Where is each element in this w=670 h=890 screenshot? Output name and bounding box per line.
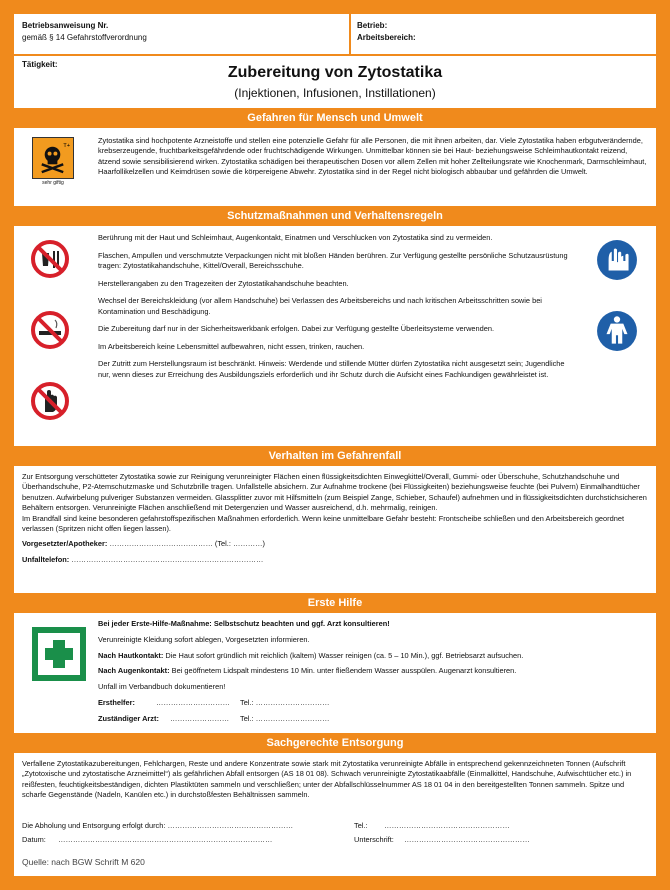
source-note: Quelle: nach BGW Schrift M 620: [22, 857, 145, 867]
disposal-by-field[interactable]: ……………………………………………: [167, 821, 294, 830]
protection-paragraph: Die Zubereitung darf nur in der Sicherheitswerkbank erfolgen. Dabei zur Verfügung gestellte Überleitsysteme verwenden.: [98, 324, 495, 334]
supervisor-field[interactable]: ……………………………………: [109, 539, 213, 549]
page-subtitle: (Injektionen, Infusionen, Instillationen): [234, 86, 436, 100]
date-line: [22, 835, 272, 844]
emergency-paragraph: Zur Entsorgung verschütteter Zytostatika sowie zur Reinigung verunreinigter Flächen einen flüssigkeitsdichten Einwegkittel/Overall, Gummi- oder Überschuhe, Schutzhandschuhe und Überhandschuhe, P2-Atemschutzmaske und Schutzbrille tragen. Unfallstelle absichern. Zur Aufnahme trockene (bei Flüssigkeiten) beziehungsweise feuchte (bei Pulvern) Einmalhandtücher benutzen. Aufwirbelung pulveriger Substanzen vermeiden. Glassplitter zuvor mit Hilfsmitteln (zum Beispiel Zange, Schieber, Schaufel) aufnehmen und in flüssigkeitsdichten durchstichsicheren Behältern entsorgen. Verunreinigte Flächen anschließend mit Detergenzien und Wasser ausreichend, d.h. mehrmalig, reinigen.: [22, 472, 647, 513]
supervisor-line: [22, 539, 650, 549]
accident-phone-label: Unfalltelefon:: [22, 554, 70, 564]
disposal-text: Verfallene Zytostatikazubereitungen, Fehlchargen, Reste und andere Konzentrate sowie stark mit Zytostatika verunreinigte Abfälle in entsprechend gekennzeichneten Tonnen (Aufschrift „Zytotoxische und zytostatische Arzneimittel“) als gefährlichen Abfall entsorgen (AS 18 01 08). Schwach verunreinigte Zytostatikaabfälle (Einmalkittel, Handschuhe, Aufwischtücher etc.) in reißfesten, feuchtigkeitsbeständigen, dichten Plastiktüten sammeln und verschließen; unter der Abfallschlüsselnummer AS 18 01 04 in den bereitgestellten Tonnen sammeln. Spitze und scharfe Gegenstände (Nadeln, Kanülen etc.) in durchstoßfesten Behältnissen sammeln.: [22, 759, 632, 800]
activity-panel: [14, 56, 656, 108]
no-food-drink-icon: [30, 239, 70, 279]
signature-line: [354, 835, 530, 844]
doctor-tel-field[interactable]: …………………………: [255, 713, 330, 723]
supervisor-label: Vorgesetzter/Apotheker:: [22, 539, 108, 549]
eye-contact-text: Bei geöffnetem Lidspalt mindestens 10 Min. unter fließendem Wasser ausspülen. Augenarzt konsultieren.: [171, 666, 517, 676]
disposal-by-line: [22, 821, 293, 830]
work-area-label: Arbeitsbereich:: [357, 33, 416, 42]
section-emergency: [14, 466, 656, 593]
disposal-tel-field[interactable]: ……………………………………………: [384, 821, 510, 830]
gloves-icon: [596, 239, 638, 281]
supervisor-tel-field[interactable]: …………): [232, 539, 265, 549]
skin-contact-label: Nach Hautkontakt:: [98, 650, 164, 660]
protection-paragraph: Wechsel der Bereichskleidung (vor allem Handschuhe) bei Verlassen des Arbeitsbereichs und nach kritischen Arbeitsschritten sowie bei Kontamination und Beschädigung.: [98, 296, 542, 316]
protection-paragraph: Flaschen, Ampullen und verschmutzte Verpackungen nicht mit bloßen Händen berühren. Zur Verfügung gestellte persönliche Schutzausrüstung tragen: Zytostatikahandschuhe, Kittel/Overall, Bereichsschuhe.: [98, 250, 568, 270]
hazard-label: sehr giftig: [42, 180, 64, 186]
doctor-label: Zuständiger Arzt:: [98, 713, 159, 723]
first-aider-label: Ersthelfer:: [98, 697, 135, 707]
disposal-tel-line: [354, 821, 510, 830]
firstaid-line: Unfall im Verbandbuch dokumentieren!: [98, 682, 226, 692]
skin-contact-line: [98, 651, 648, 661]
first-aider-tel-field[interactable]: …………………………: [255, 697, 330, 707]
date-field[interactable]: ……………………………………………………………………………: [58, 835, 273, 844]
firstaid-lead: Bei jeder Erste-Hilfe-Maßnahme: Selbstschutz beachten und ggf. Arzt konsultieren!: [98, 619, 390, 628]
protection-paragraph: Berührung mit der Haut und Schleimhaut, Augenkontakt, Einatmen und Verschlucken von Zytostatika sind zu vermeiden.: [98, 233, 493, 242]
instruction-number-label: Betriebsanweisung Nr.: [22, 21, 109, 30]
doctor-tel-label: Tel.:: [240, 713, 254, 723]
first-aider-line: [98, 698, 648, 708]
regulation-label: gemäß § 14 Gefahrstoffverordnung: [22, 33, 147, 42]
section-disposal: [14, 753, 656, 876]
first-aider-field[interactable]: …………………………: [156, 697, 230, 707]
doctor-field[interactable]: ……………………: [170, 713, 230, 723]
protective-clothing-icon: [596, 310, 638, 352]
header-right: [349, 14, 656, 54]
firstaid-text: [98, 619, 648, 730]
company-label: Betrieb:: [357, 21, 388, 30]
no-entry-icon: [30, 381, 70, 421]
first-aider-tel-label: Tel.:: [240, 697, 254, 707]
header-panel: [14, 14, 656, 54]
supervisor-tel-label: (Tel.:: [214, 539, 231, 549]
signature-label: Unterschrift:: [354, 835, 394, 844]
signature-field[interactable]: ……………………………………………: [404, 835, 530, 844]
page-title: Zubereitung von Zytostatika: [227, 64, 443, 81]
accident-phone-field[interactable]: ……………………………………………………………………: [71, 554, 264, 564]
emergency-text: [22, 472, 650, 565]
date-label: Datum:: [22, 835, 46, 844]
accident-line: [22, 555, 650, 565]
protection-paragraph: Im Arbeitsbereich keine Lebensmittel aufbewahren, nicht essen, trinken, rauchen.: [98, 341, 365, 351]
skin-contact-text: Die Haut sofort gründlich mit reichlich (kaltem) Wasser reinigen (ca. 5 – 10 Min.), ggf. Betriebsarzt aufsuchen.: [165, 650, 524, 660]
protection-paragraph: Der Zutritt zum Herstellungsraum ist beschränkt. Hinweis: Werdende und stillende Mütter dürfen Zytostatika nicht ausgesetzt sein; Jugendliche nur, wenn dieses zur Erreichung des Ausbildungsziels erforderlich und ihr Schutz durch die Aufsicht eines Fachkundigen gewährleistet ist.: [98, 359, 565, 379]
no-smoking-icon: [30, 310, 70, 350]
hazards-text: Zytostatika sind hochpotente Arzneistoffe und stellen eine potenzielle Gefahr für alle Personen, die mit ihnen arbeiten, dar. Viele Zytostatika haben erbgutverändernde, krebserzeugende, fruchtbarkeitsgefährdende oder fruchtschädigende Wirkungen. Unmittelbar können sie bei Haut- beziehungsweise Schleimhautkontakt reizend, ätzend sowie sensibilisierend wirken. Zytostatika schädigen bei therapeutischen Dosen vor allem Zellen mit hoher Zellteilungsrate wie Knochenmark, Darmschleimhaut, Haarfollikelzellen und Keimdrüsen sowie die körpereigene Abwehr. Zytostatika sind in der Regel nicht biologisch abbaubar und gefährden die Umwelt.: [98, 136, 647, 177]
section-hazards: [14, 128, 656, 206]
section-firstaid-title: Erste Hilfe: [307, 597, 363, 609]
emergency-paragraph: Im Brandfall sind keine besonderen gefahrstoffspezifischen Maßnahmen erforderlich. Wenn keine unmittelbare Gefahr besteht: Frontscheibe schließen und den Arbeitsbereich geordnet verlassen (Spritzen nicht offen liegen lassen).: [22, 513, 625, 534]
eye-contact-label: Nach Augenkontakt:: [98, 666, 170, 676]
firstaid-line: Verunreinigte Kleidung sofort ablegen, Vorgesetzten informieren.: [98, 634, 310, 644]
section-disposal-title: Sachgerechte Entsorgung: [266, 737, 404, 749]
doctor-line: [98, 714, 648, 724]
section-firstaid: [14, 613, 656, 733]
section-hazards-title: Gefahren für Mensch und Umwelt: [247, 112, 423, 124]
section-protection: [14, 226, 656, 446]
section-emergency-title: Verhalten im Gefahrenfall: [268, 450, 402, 462]
first-aid-icon: [32, 627, 86, 681]
protection-text: [98, 233, 578, 387]
protection-paragraph: Herstellerangaben zu den Tragezeiten der Zytostatikahandschuhe beachten.: [98, 278, 349, 288]
hazard-code: T+: [63, 142, 71, 149]
activity-label: Tätigkeit:: [22, 60, 58, 69]
disposal-tel-label: Tel.:: [354, 821, 368, 830]
hazard-skull-icon: [32, 137, 74, 179]
disposal-by-label: Die Abholung und Entsorgung erfolgt durch:: [22, 821, 166, 830]
eye-contact-line: [98, 666, 648, 676]
section-protection-title: Schutzmaßnahmen und Verhaltensregeln: [227, 210, 443, 222]
header-left: [14, 14, 347, 54]
